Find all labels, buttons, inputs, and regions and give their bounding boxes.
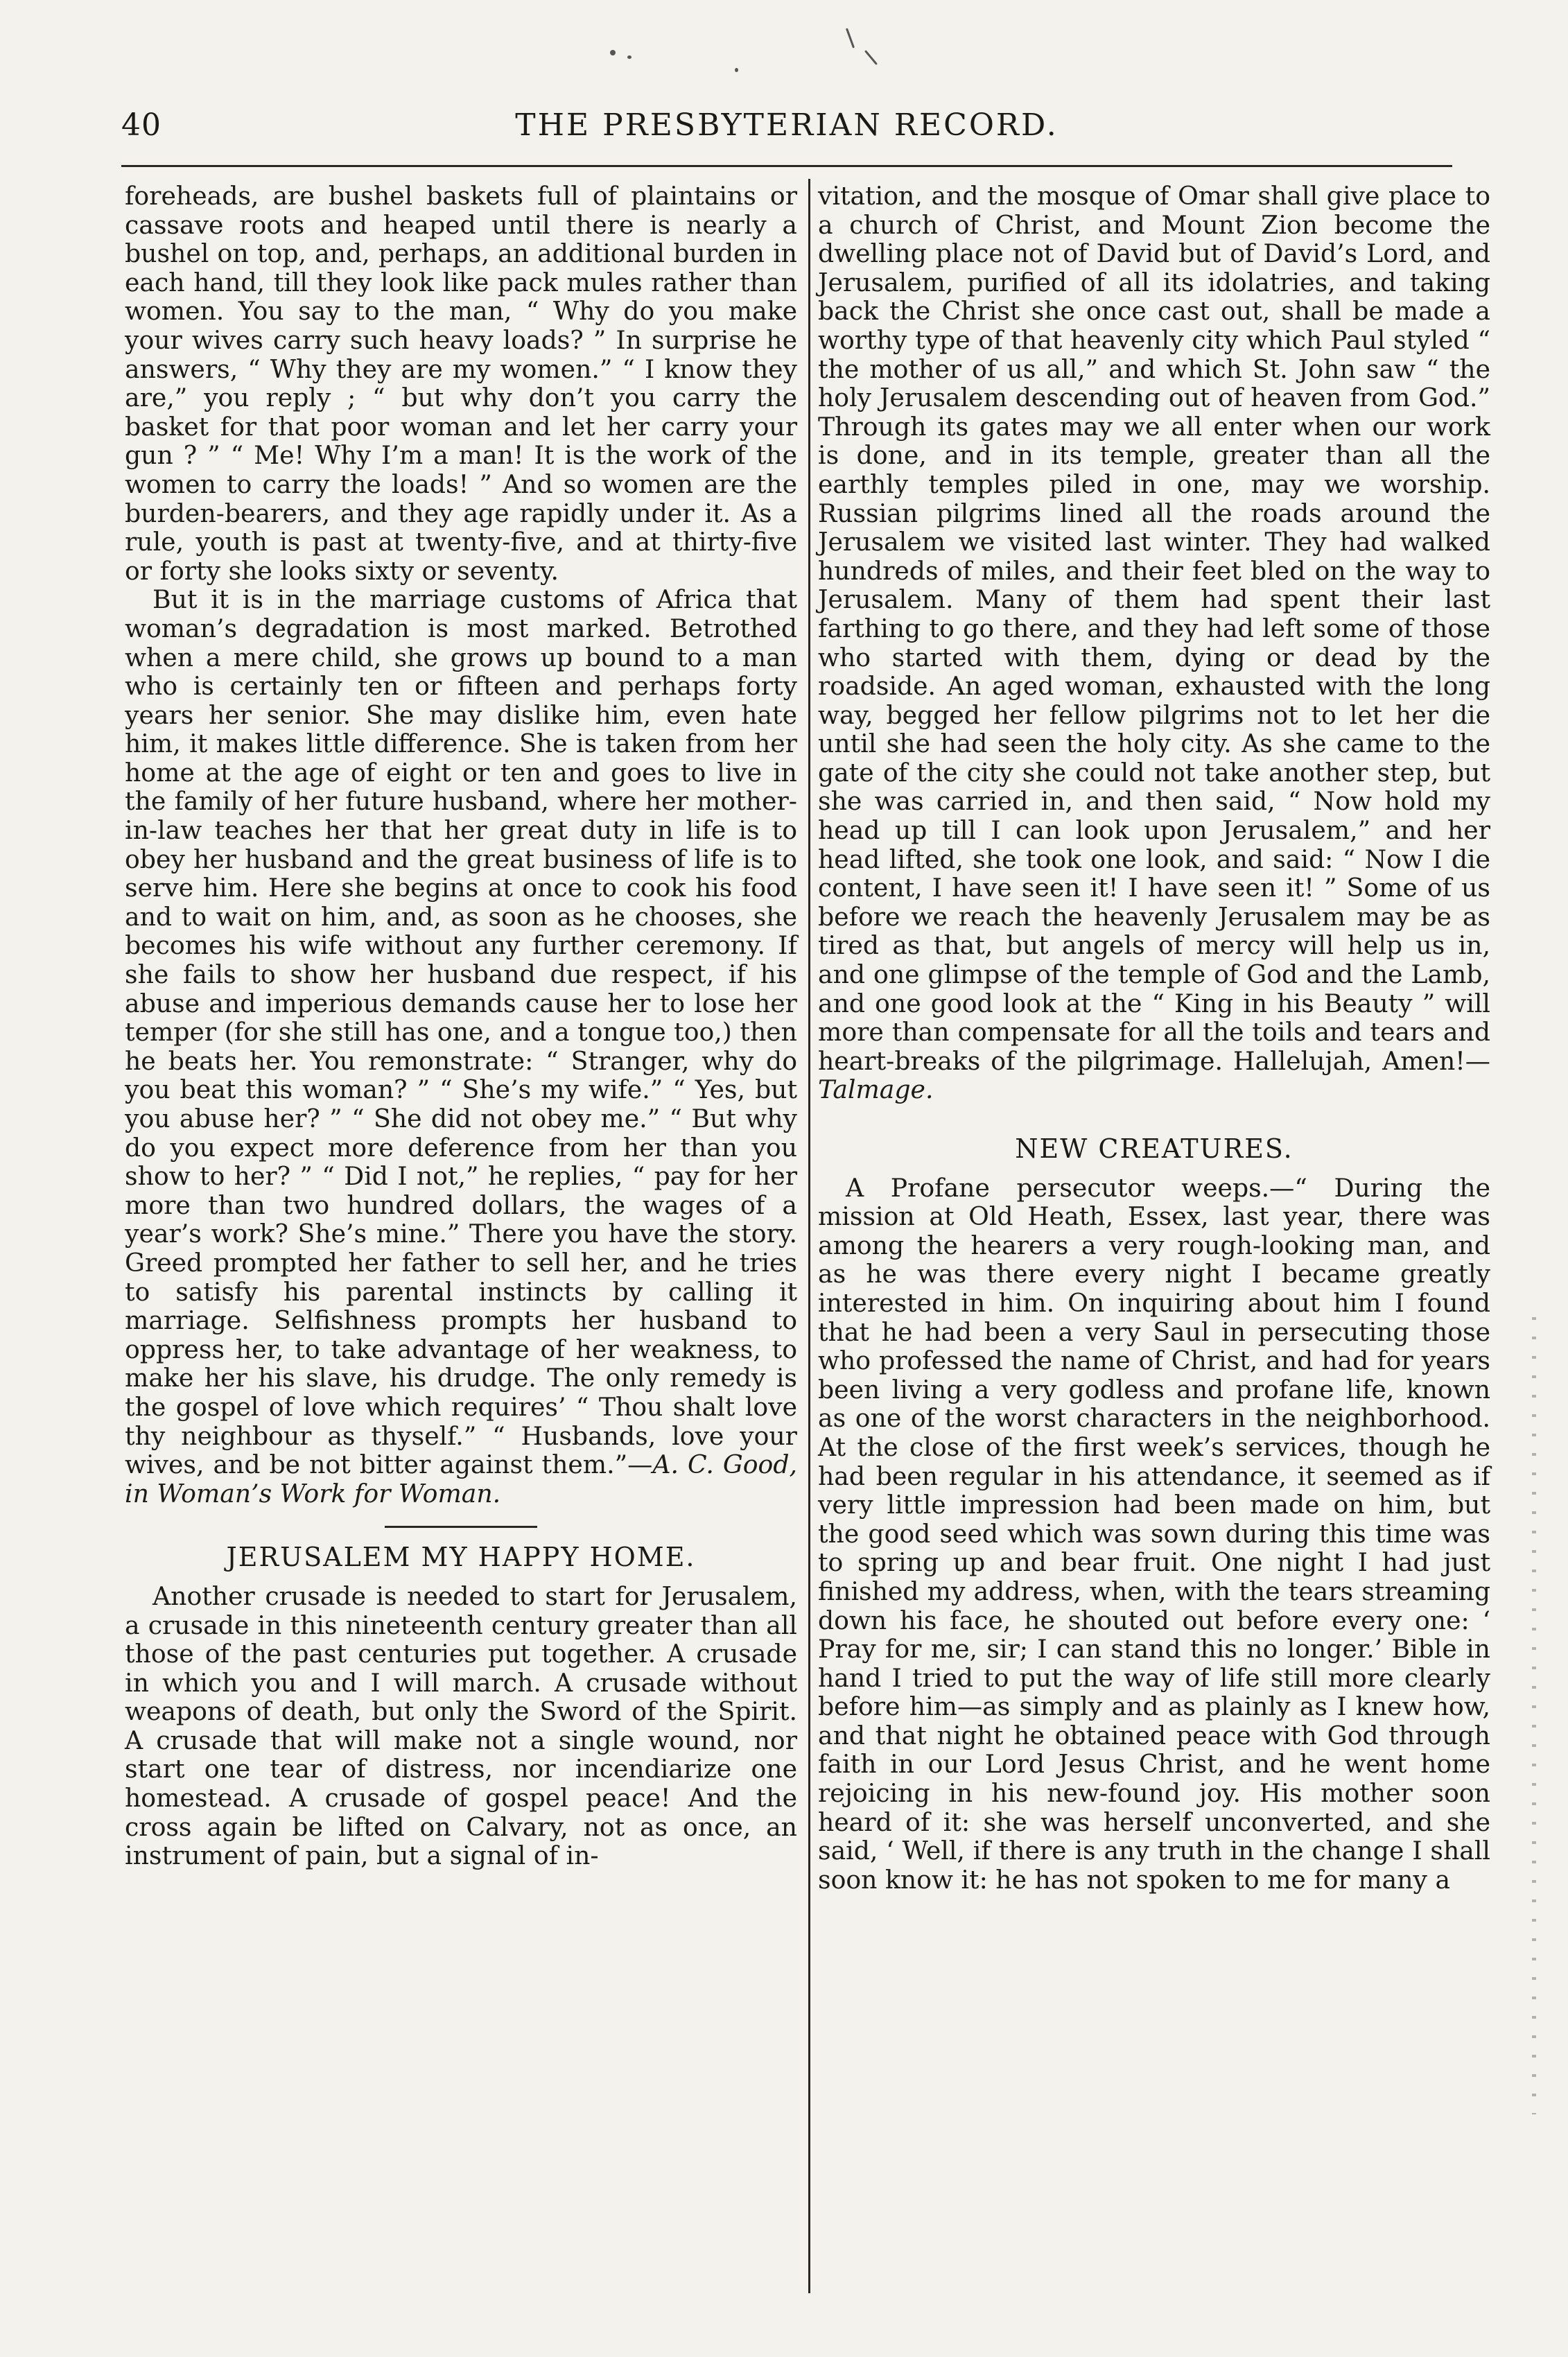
page-header: [121, 107, 1452, 156]
margin-bleed-through: [1532, 1317, 1536, 2114]
paragraph-text: But it is in the marriage customs of Africa that woman’s degradation is most marked. Betrothed when a mere child, she grows up bound to a man who is certainly ten or fifteen and perhaps forty years her senior. She may dislike him, even hate him, it makes little difference. She is taken from her home at the age of eight or ten and goes to live in the family of her future husband, where her mother-in-law teaches her that her great duty in life is to obey her husband and the great business of life is to serve him. Here she begins at once to cook his food and to wait on him, and, as soon as he chooses, she becomes his wife without any further ceremony. If she fails to show her husband due respect, if his abuse and imperious demands cause her to lose her temper (for she still has one, and a tongue too,) then he beats her. You remonstrate: “ Stranger, why do you beat this woman? ” “ She’s my wife.” “ Yes, but you abuse her? ” “ She did not obey me.” “ But why do you expect more deference from her than you show to her? ” “ Did I not,” he replies, “ pay for her more than two hundred dollars, the wages of a year’s work? She’s mine.” There you have the story. Greed prompted her father to sell her, and he tries to satisfy his parental instincts by calling it marriage. Selfishness prompts her husband to oppress her, to take advantage of her weakness, to make her his slave, his drudge. The only remedy is the gospel of love which requires’ “ Thou shalt love thy neighbour as thyself.” “ Husbands, love your wives, and be not bitter against them.”—: [125, 584, 797, 1480]
section-title: JERUSALEM MY HAPPY HOME.: [226, 1542, 696, 1573]
page-number: 40: [121, 107, 162, 143]
article-paragraph: foreheads, are bushel baskets full of plaintains or cassave roots and heaped until there is nearly a bushel on top, and, perhaps, an additional burden in each hand, till they look like pack mules rather than women. You say to the man, “ Why do you make your wives carry such heavy loads? ” In surprise he answers, “ Why they are my women.” “ I know they are,” you reply ; “ but why don’t you carry the basket for that poor woman and let her carry your gun ? ” “ Me! Why I’m a man! It is the work of the women to carry the loads! ” And so women are the burden-bearers, and they age rapidly under it. As a rule, youth is past at twenty-five, and at thirty-five or forty she looks sixty or seventy.: [125, 181, 797, 586]
article-paragraph: [125, 585, 797, 1508]
section-title: NEW CREATURES.: [1015, 1133, 1293, 1164]
right-column: [818, 182, 1490, 1894]
header-rule: [121, 165, 1452, 167]
column-divider: [808, 179, 810, 2293]
article-paragraph: A Profane persecutor weeps.—“ During the mission at Old Heath, Essex, last year, there was among the hearers a very rough-looking man, and as he was there every night I became greatly interested in him. On inquiring about him I found that he had been a very Saul in persecuting those who professed the name of Christ, and had for years been living a very godless and profane life, known as one of the worst characters in the neighborhood. At the close of the first week’s services, though he had been regular in his attendance, it seemed as if very little impression had been made on him, but the good seed which was sown during this time was to spring up and bear fruit. One night I had just finished my address, when, with the tears streaming down his face, he shouted out before every one: ‘ Pray for me, sir; I can stand this no longer.’ Bible in hand I tried to put the way of life still more clearly before him—as simply and as plainly as I knew how, and that night he obtained peace with God through faith in our Lord Jesus Christ, and he went home rejoicing in his new-found joy. His mother soon heard of it: she was herself unconverted, and she said, ‘ Well, if there is any truth in the change I shall soon know it: he has not spoken to me for many a: [818, 1172, 1490, 1895]
ink-speck: [864, 50, 878, 65]
left-column: [125, 182, 797, 1870]
running-title: THE PRESBYTERIAN RECORD.: [515, 107, 1059, 143]
paragraph-text: vitation, and the mosque of Omar shall give place to a church of Christ, and Mount Zion become the dwelling place not of David but of David’s Lord, and Jerusalem, purified of all its idolatries, and taking back the Christ she once cast out, shall be made a worthy type of that heavenly city which Paul styled “ the mother of us all,” and which St. John saw “ the holy Jerusalem descending out of heaven from God.” Through its gates may we all enter when our work is done, and in its temple, greater than all the earthly temples piled in one, may we worship. Russian pilgrims lined all the roads around the Jerusalem we visited last winter. They had walked hundreds of miles, and their feet bled on the way to Jerusalem. Many of them had spent their last farthing to go there, and they had left some of those who started with them, dying or dead by the roadside. An aged woman, exhausted with the long way, begged her fellow pilgrims not to let her die until she had seen the holy city. As she came to the gate of the city she could not take another step, but she was carried in, and then said, “ Now hold my head up till I can look upon Jerusalem,” and her head lifted, she took one look, and said: “ Now I die content, I have seen it! I have seen it! ” Some of us before we reach the heavenly Jerusalem may be as tired as that, but angels of mercy will help us in, and one glimpse of the temple of God and the Lamb, and one good look at the “ King in his Beauty ” will more than compensate for all the toils and tears and heart-breaks of the pilgrimage. Hallelujah, Amen!—: [818, 181, 1490, 1076]
ink-speck: [610, 50, 616, 55]
attribution: Talmage.: [818, 1075, 934, 1105]
article-paragraph: [818, 182, 1490, 1104]
attribution: A. C. Good, in Woman’s Work for Woman.: [125, 1450, 798, 1508]
section-rule: [385, 1526, 537, 1528]
ink-speck: [627, 55, 631, 59]
ink-speck: [846, 28, 855, 48]
article-paragraph: Another crusade is needed to start for Jerusalem, a crusade in this nineteenth century greater than all those of the past centuries put together. A crusade in which you and I will march. A crusade without weapons of death, but only the Sword of the Spirit. A crusade that will make not a single wound, nor start one tear of distress, nor incendiarize one homestead. A crusade of gospel peace! And the cross again be lifted on Calvary, not as once, an instrument of pain, but a signal of in-: [125, 1581, 797, 1871]
ink-speck: [735, 68, 738, 72]
